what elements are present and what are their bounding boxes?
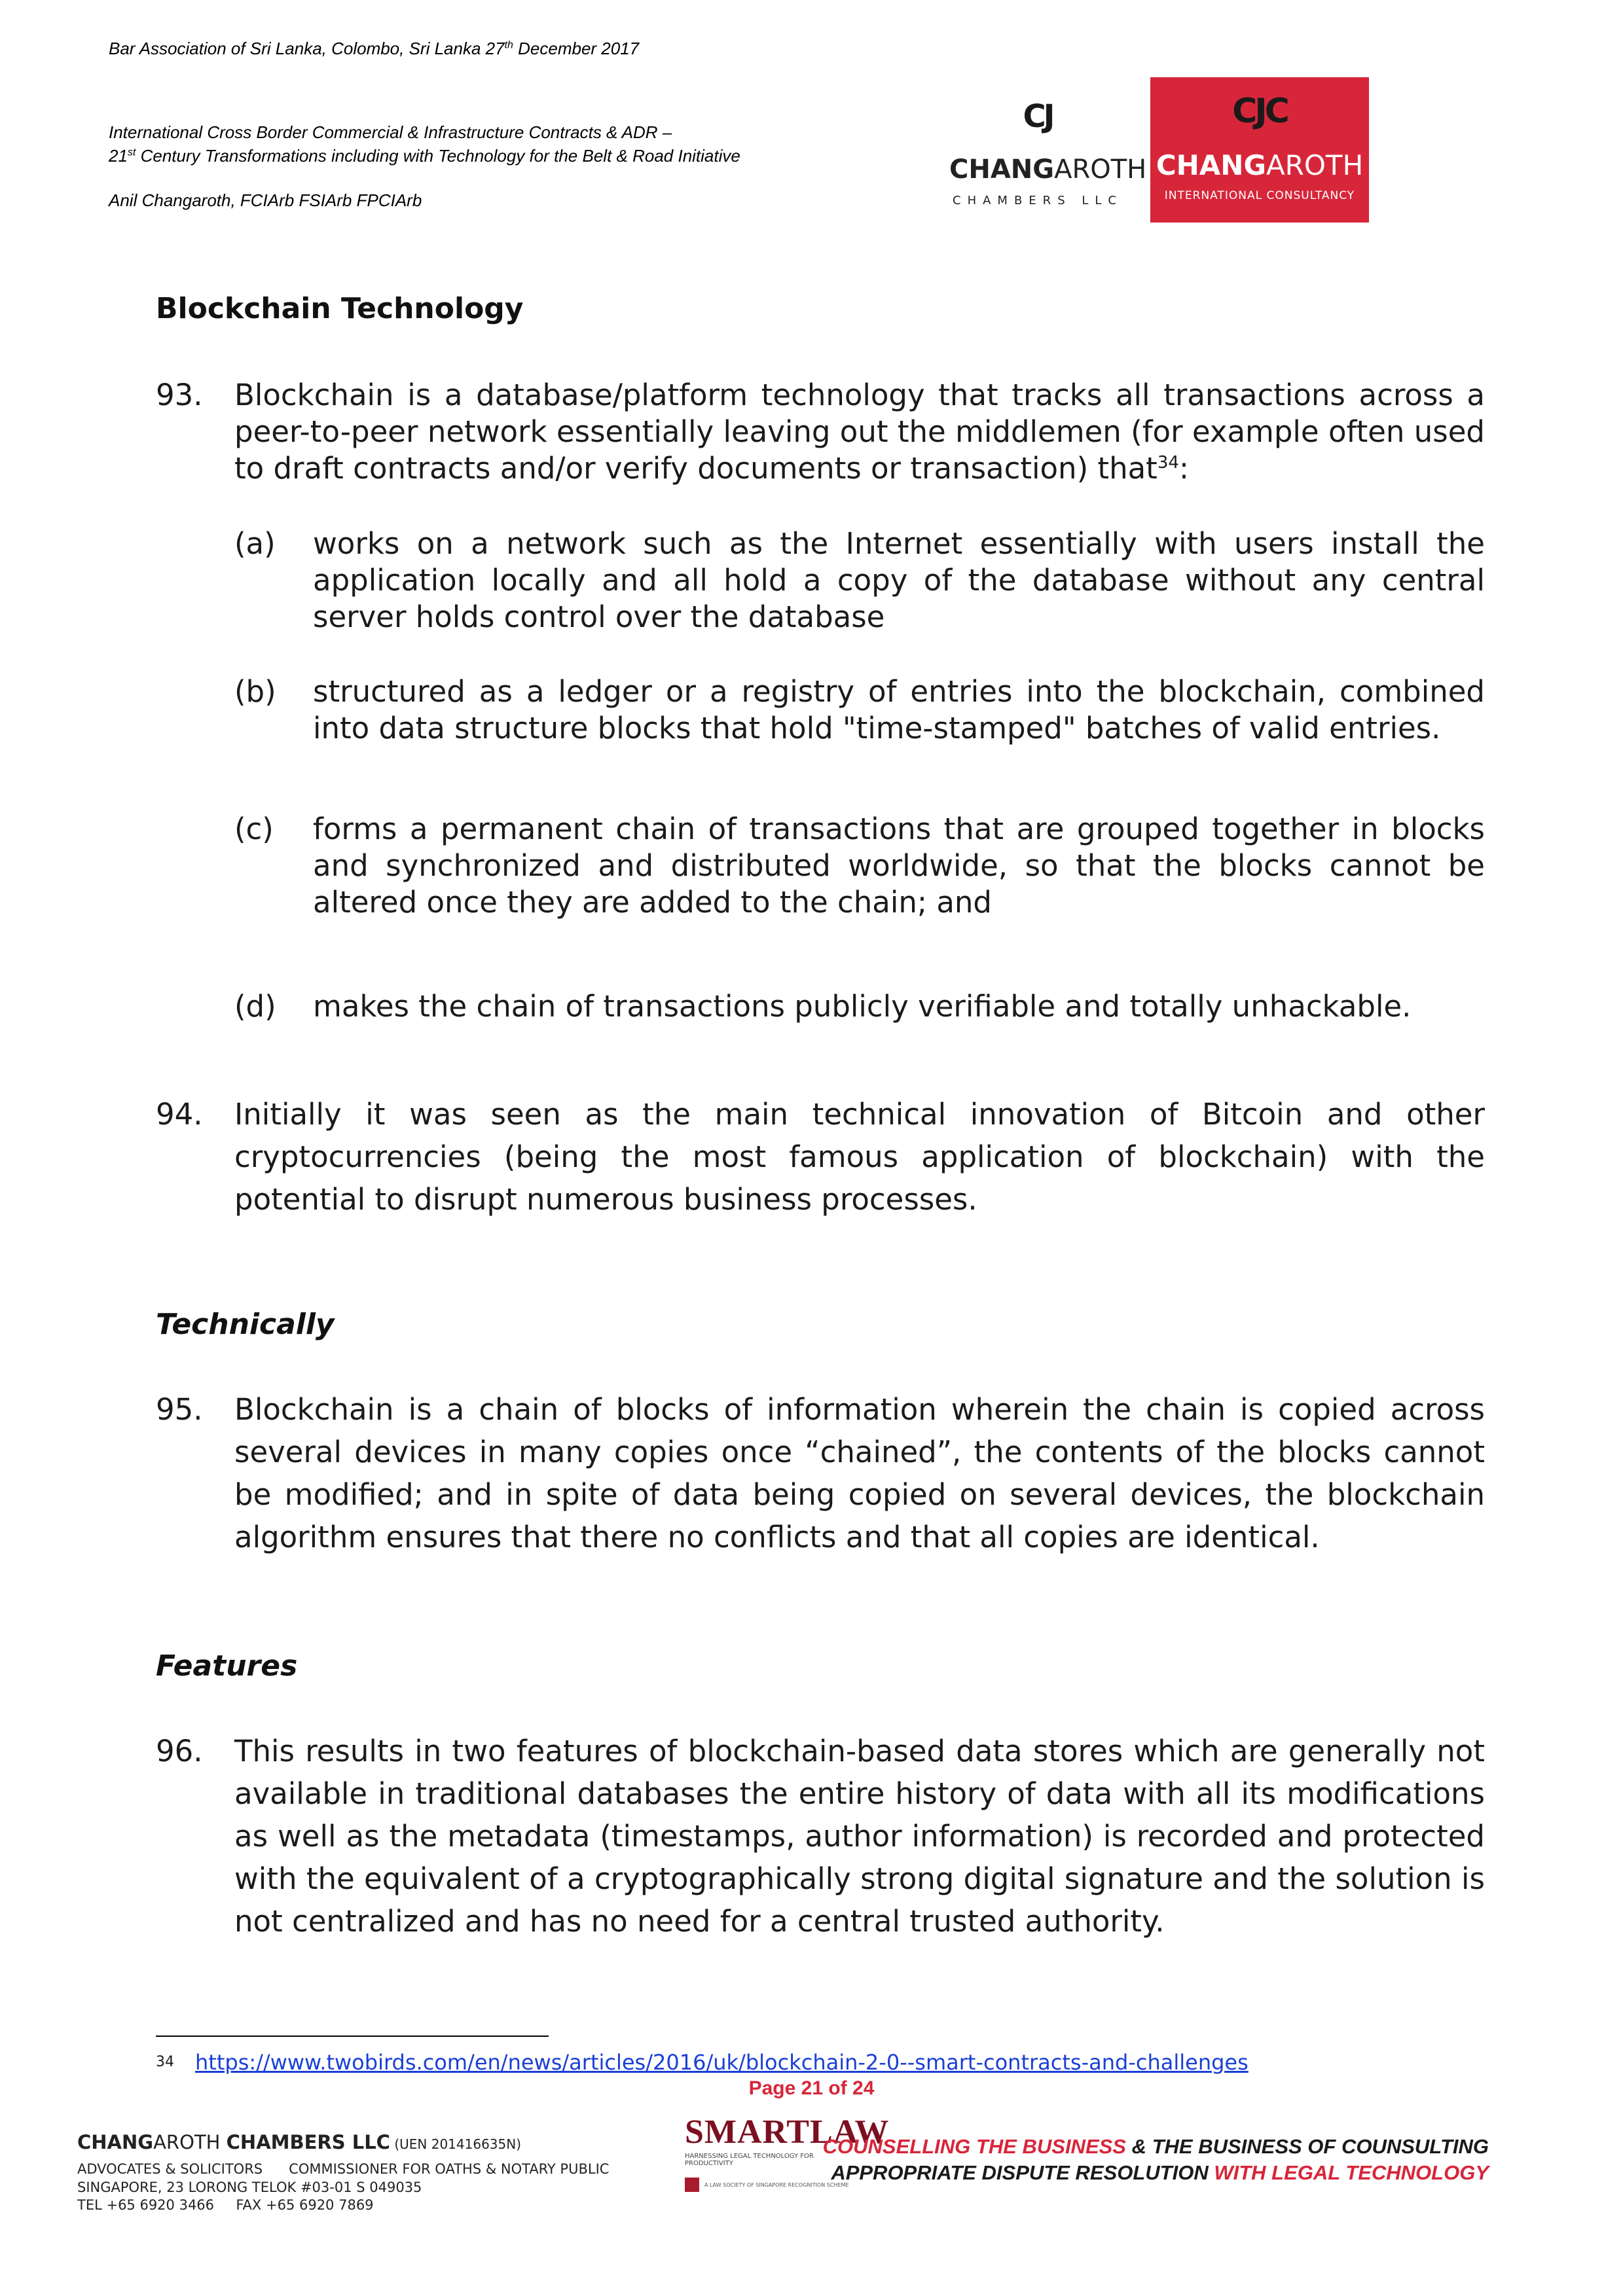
footer-address: SINGAPORE, 23 LORONG TELOK #03-01 S 049035 [77,2179,422,2195]
header-author: Anil Changaroth, FCIArb FSIArb FPCIArb [109,190,422,210]
footnote-link[interactable]: https://www.twobirds.com/en/news/articles/2016/uk/blockchain-2-0--smart-contracts-and-challenges [195,2050,1249,2075]
footer-slogan-line1: COUNSELLING THE BUSINESS & THE BUSINESS OF COUNSULTING [822,2135,1489,2158]
law-society-icon [685,2178,699,2192]
footer-contact: TEL +65 6920 3466 FAX +65 6920 7869 [77,2197,374,2213]
changaroth-chambers-logo: CJ CHANGAROTH CHAMBERS LLC [949,98,1147,207]
footnote-divider [156,2036,549,2037]
header-title-line2: 21st Century Transformations including with Technology for the Belt & Road Initiative [109,146,740,166]
section-heading-technically: Technically [156,1308,335,1341]
header-title-line1: International Cross Border Commercial & Infrastructure Contracts & ADR – [109,122,672,142]
smartlaw-badge: SMARTLAW HARNESSING LEGAL TECHNOLOGY FOR PRODUCTIVITY A LAW SOCIETY OF SINGAPORE RECOGNITION SCHEME [685,2113,858,2207]
footnote-ref[interactable]: 34 [1157,453,1179,473]
footnote-number: 34 [156,2054,174,2070]
section-heading-features: Features [156,1649,298,1683]
consultancy-mark-icon: CJC [1232,92,1287,131]
footer-services: ADVOCATES & SOLICITORS COMMISSIONER FOR OATHS & NOTARY PUBLIC [77,2161,610,2177]
footer-firm-name: CHANGAROTH CHAMBERS LLC (UEN 201416635N) [77,2131,522,2153]
header-conference: Bar Association of Sri Lanka, Colombo, Sri Lanka 27th December 2017 [109,39,640,58]
footer-slogan-line2: APPROPRIATE DISPUTE RESOLUTION WITH LEGAL TECHNOLOGY [831,2161,1489,2184]
chambers-mark-icon: CJ [1023,98,1053,135]
page-number: Page 21 of 24 [748,2077,875,2099]
section-heading-blockchain: Blockchain Technology [156,292,524,325]
changaroth-consultancy-logo: CJC CHANGAROTH INTERNATIONAL CONSULTANCY [1150,77,1369,223]
